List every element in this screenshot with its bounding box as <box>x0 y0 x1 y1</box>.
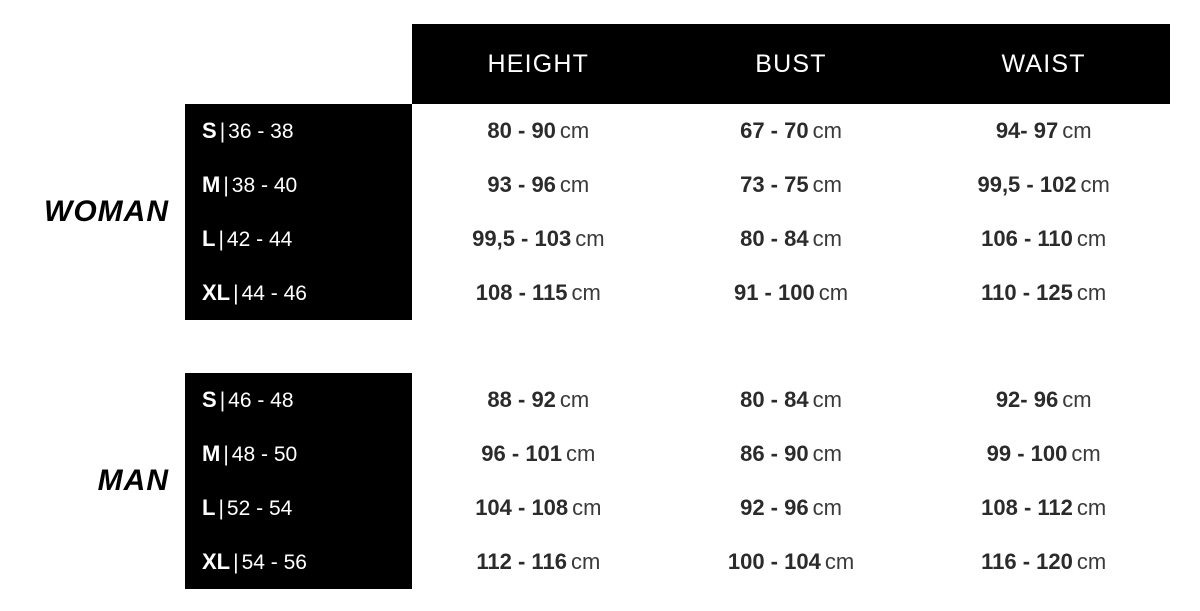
height-value: 108 - 115 <box>475 280 568 305</box>
unit-label: cm <box>812 118 842 143</box>
cell-height <box>412 387 665 413</box>
cell-waist <box>917 280 1170 306</box>
size-label: XL <box>202 549 231 574</box>
cell-bust <box>665 280 918 306</box>
cell-waist <box>917 387 1170 413</box>
size-range: 52 - 54 <box>226 497 293 520</box>
unit-label: cm <box>1076 280 1107 305</box>
table-row <box>185 427 1170 481</box>
waist-value: 94- 97 <box>995 118 1059 143</box>
cell-size <box>185 118 412 144</box>
table-row <box>185 373 1170 427</box>
size-label: XL <box>202 280 231 305</box>
bust-value: 92 - 96 <box>740 495 809 520</box>
table-row <box>185 212 1170 266</box>
size-label: M <box>202 441 221 466</box>
bust-value: 86 - 90 <box>740 441 809 466</box>
unit-label: cm <box>1062 118 1092 143</box>
unit-label: cm <box>812 441 842 466</box>
height-value: 99,5 - 103 <box>472 226 572 251</box>
bust-value: 73 - 75 <box>740 172 809 197</box>
unit-label: cm <box>1062 387 1092 412</box>
size-range: 36 - 38 <box>228 120 294 143</box>
column-header-waist: WAIST <box>1001 49 1086 78</box>
cell-bust <box>665 549 918 575</box>
table-row <box>185 481 1170 535</box>
cell-height <box>412 441 665 467</box>
bust-value: 80 - 84 <box>740 387 809 412</box>
size-range: 44 - 46 <box>241 282 307 305</box>
group-label-woman: WOMAN <box>44 195 169 228</box>
waist-value: 110 - 125 <box>981 280 1073 305</box>
size-separator: | <box>233 551 239 574</box>
waist-value: 116 - 120 <box>981 549 1073 574</box>
group-label-man: MAN <box>97 464 169 497</box>
unit-label: cm <box>818 280 849 305</box>
size-label: L <box>202 226 216 251</box>
size-range: 42 - 44 <box>226 228 293 251</box>
height-value: 80 - 90 <box>487 118 556 143</box>
unit-label: cm <box>812 226 842 251</box>
waist-value: 99 - 100 <box>986 441 1068 466</box>
unit-label: cm <box>1076 226 1107 251</box>
cell-waist <box>917 226 1170 252</box>
unit-label: cm <box>1076 549 1107 574</box>
unit-label: cm <box>575 226 605 251</box>
cell-height <box>412 226 665 252</box>
cell-bust <box>665 172 918 198</box>
header-row <box>412 24 1170 104</box>
height-value: 96 - 101 <box>481 441 563 466</box>
size-separator: | <box>218 228 224 251</box>
bust-value: 80 - 84 <box>740 226 809 251</box>
size-separator: | <box>223 174 229 197</box>
size-label: S <box>202 118 217 143</box>
cell-size <box>185 172 412 198</box>
cell-height <box>412 495 665 521</box>
size-label: M <box>202 172 221 197</box>
unit-label: cm <box>1071 441 1101 466</box>
cell-size <box>185 387 412 413</box>
unit-label: cm <box>812 172 842 197</box>
column-header-bust: BUST <box>755 49 827 78</box>
size-range: 46 - 48 <box>228 389 294 412</box>
cell-height <box>412 172 665 198</box>
cell-waist <box>917 441 1170 467</box>
cell-size <box>185 495 412 521</box>
group-man <box>0 373 1200 589</box>
unit-label: cm <box>1076 495 1107 520</box>
group-woman <box>0 104 1200 320</box>
bust-value: 67 - 70 <box>740 118 809 143</box>
height-value: 104 - 108 <box>475 495 569 520</box>
size-separator: | <box>219 120 226 143</box>
unit-label: cm <box>566 441 596 466</box>
cell-bust <box>665 387 918 413</box>
cell-waist <box>917 495 1170 521</box>
unit-label: cm <box>824 549 855 574</box>
cell-size <box>185 280 412 306</box>
cell-height <box>412 280 665 306</box>
size-separator: | <box>233 282 239 305</box>
size-range: 54 - 56 <box>241 551 307 574</box>
table-row <box>185 104 1170 158</box>
unit-label: cm <box>1080 172 1110 197</box>
group-rows-woman <box>185 104 1170 320</box>
unit-label: cm <box>812 387 842 412</box>
cell-bust <box>665 441 918 467</box>
table-row <box>185 535 1170 589</box>
unit-label: cm <box>571 280 601 305</box>
cell-height <box>412 118 665 144</box>
cell-size <box>185 226 412 252</box>
unit-label: cm <box>572 495 602 520</box>
unit-label: cm <box>559 387 590 412</box>
unit-label: cm <box>559 118 590 143</box>
waist-value: 92- 96 <box>995 387 1059 412</box>
waist-value: 108 - 112 <box>981 495 1073 520</box>
unit-label: cm <box>559 172 590 197</box>
height-value: 112 - 116 <box>476 549 567 574</box>
size-separator: | <box>218 497 224 520</box>
unit-label: cm <box>812 495 842 520</box>
cell-bust <box>665 118 918 144</box>
table-row <box>185 158 1170 212</box>
size-separator: | <box>223 443 229 466</box>
cell-height <box>412 549 665 575</box>
cell-size <box>185 549 412 575</box>
size-label: S <box>202 387 217 412</box>
table-row <box>185 266 1170 320</box>
unit-label: cm <box>570 549 601 574</box>
size-range: 38 - 40 <box>231 174 298 197</box>
waist-value: 99,5 - 102 <box>977 172 1077 197</box>
height-value: 93 - 96 <box>487 172 556 197</box>
column-header-height: HEIGHT <box>487 49 590 78</box>
size-label: L <box>202 495 216 520</box>
size-range: 48 - 50 <box>231 443 298 466</box>
bust-value: 91 - 100 <box>733 280 815 305</box>
cell-bust <box>665 226 918 252</box>
cell-waist <box>917 118 1170 144</box>
cell-size <box>185 441 412 467</box>
group-rows-man <box>185 373 1170 589</box>
cell-waist <box>917 549 1170 575</box>
cell-waist <box>917 172 1170 198</box>
bust-value: 100 - 104 <box>727 549 821 574</box>
size-separator: | <box>219 389 226 412</box>
waist-value: 106 - 110 <box>981 226 1073 251</box>
cell-bust <box>665 495 918 521</box>
height-value: 88 - 92 <box>487 387 556 412</box>
